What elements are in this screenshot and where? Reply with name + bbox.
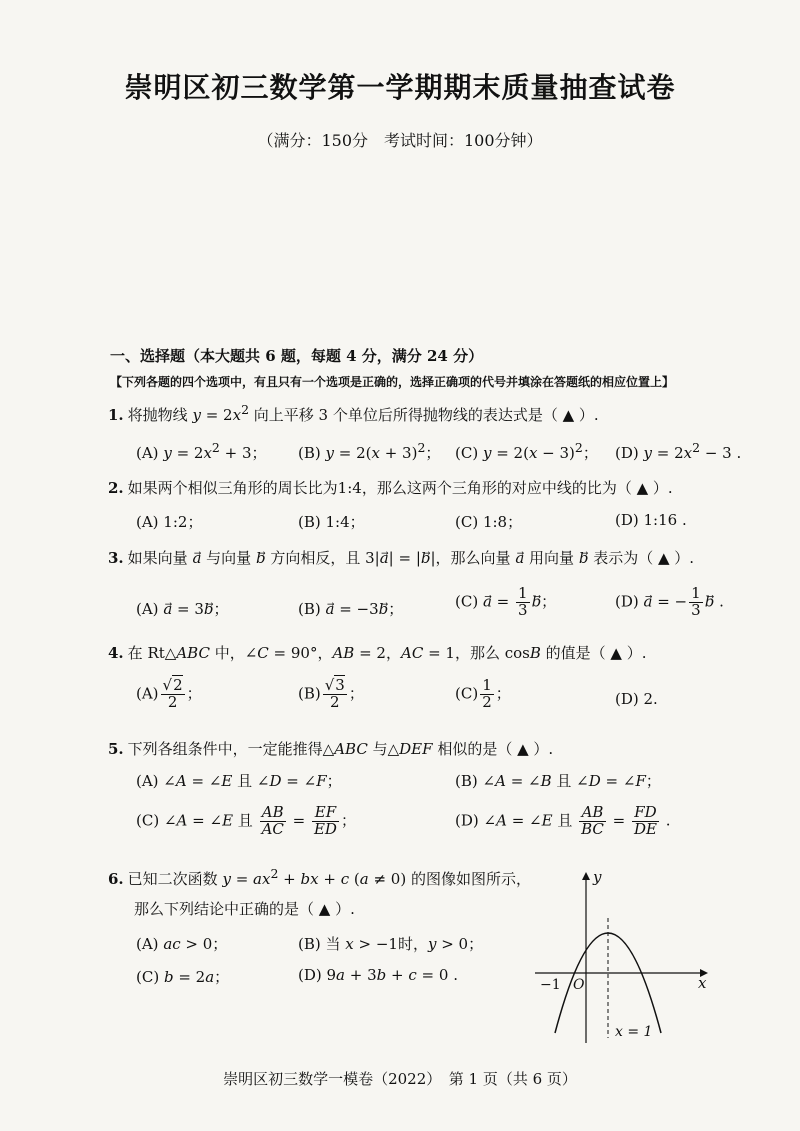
- question-1-option-a: (A) $y = 2x^2 + 3$；: [136, 440, 267, 462]
- y-axis-label: y: [593, 868, 602, 886]
- question-4-option-b: (B) $\frac{√3}{2}$ ；: [298, 676, 364, 711]
- question-6-option-d: (D) 9a + 3b + c = 0 .: [298, 966, 458, 984]
- page-footer: 崇明区初三数学一模卷（2022） 第 1 页（共 6 页）: [223, 1070, 577, 1088]
- question-4-stem: 4. 在 Rt△ABC 中，∠C = 90°，AB = 2，AC = 1，那么 cosB 的值是（ ▲ ）.: [108, 644, 647, 662]
- question-1-option-c: (C) $y = 2(x - 3)^2$；: [455, 440, 598, 462]
- question-5-option-d: (D) ∠A = ∠E 且 $\frac{AB}{BC}$ = $\frac{FD}{DE}$ .: [455, 803, 671, 838]
- question-4-option-a: (A) $\frac{√2}{2}$ ；: [136, 676, 202, 711]
- question-2-option-d: (D) 1:16 .: [615, 511, 687, 529]
- question-4-option-d: (D) 2.: [615, 690, 658, 708]
- question-5-option-b: (B) ∠A = ∠B 且 ∠D = ∠F；: [455, 772, 661, 790]
- question-3-option-b: (B) a⃗ = −3b⃗；: [298, 600, 404, 618]
- neg-one-label: −1: [540, 977, 561, 993]
- question-5-stem: 5. 下列各组条件中，一定能推得△ABC 与△DEF 相似的是（ ▲ ）.: [108, 740, 554, 758]
- question-5-option-a: (A) ∠A = ∠E 且 ∠D = ∠F；: [136, 772, 342, 790]
- section-heading: 一、选择题（本大题共 6 题，每题 4 分，满分 24 分）: [110, 347, 484, 365]
- question-6-option-b: (B) 当 x > −1时，y > 0；: [298, 935, 484, 953]
- question-2-stem: 2. 如果两个相似三角形的周长比为1:4，那么这两个三角形的对应中线的比为（ ▲ ）.: [108, 479, 673, 497]
- y-axis-arrow: [582, 872, 590, 880]
- question-4-option-c: (C) $\frac{1}{2}$ ；: [455, 676, 511, 711]
- question-2-option-c: (C) 1:8；: [455, 513, 523, 531]
- section-instructions: 【下列各题的四个选项中，有且只有一个选项是正确的，选择正确项的代号并填涂在答题纸的相应位置上】: [110, 375, 675, 389]
- question-3-stem: 3. 如果向量 a⃗ 与向量 b⃗ 方向相反，且 3|a⃗| = |b⃗|，那么向量 a⃗ 用向量 b⃗ 表示为（ ▲ ）.: [108, 549, 695, 567]
- question-1-option-b: (B) $y = 2(x + 3)^2$；: [298, 440, 441, 462]
- question-1-stem: 1. 将抛物线 $y = 2x^2$ 向上平移 3 个单位后所得抛物线的表达式是（ ▲ ）.: [108, 402, 599, 424]
- question-3-option-d: (D) a⃗ = − $\frac{1}{3}$ b⃗ .: [615, 584, 724, 619]
- question-6-option-a: (A) ac > 0；: [136, 935, 228, 953]
- x-axis-label: x: [698, 974, 707, 992]
- question-3-option-c: (C) a⃗ = $\frac{1}{3}$ b⃗；: [455, 584, 557, 619]
- question-2-option-a: (A) 1:2；: [136, 513, 203, 531]
- question-3-option-a: (A) a⃗ = 3b⃗；: [136, 600, 229, 618]
- question-2-option-b: (B) 1:4；: [298, 513, 365, 531]
- exam-info: （满分：150分 考试时间：100分钟）: [257, 131, 543, 150]
- question-6-option-c: (C) b = 2a；: [136, 968, 230, 986]
- symmetry-line-label: x = 1: [615, 1024, 653, 1040]
- question-5-option-c: (C) ∠A = ∠E 且 $\frac{AB}{AC}$ = $\frac{EF}{ED}$ ；: [136, 803, 356, 838]
- question-1-option-d: (D) $y = 2x^2 - 3$ .: [615, 440, 742, 462]
- parabola-figure: [530, 868, 720, 1048]
- question-6-stem-line2: 那么下列结论中正确的是（ ▲ ）.: [134, 900, 355, 918]
- question-6-stem: 6. 已知二次函数 $y = ax^2$ + bx + c (a ≠ 0) 的图像如图所示，: [108, 866, 531, 888]
- page-title: 崇明区初三数学第一学期期末质量抽查试卷: [124, 71, 676, 104]
- origin-label: O: [573, 977, 585, 993]
